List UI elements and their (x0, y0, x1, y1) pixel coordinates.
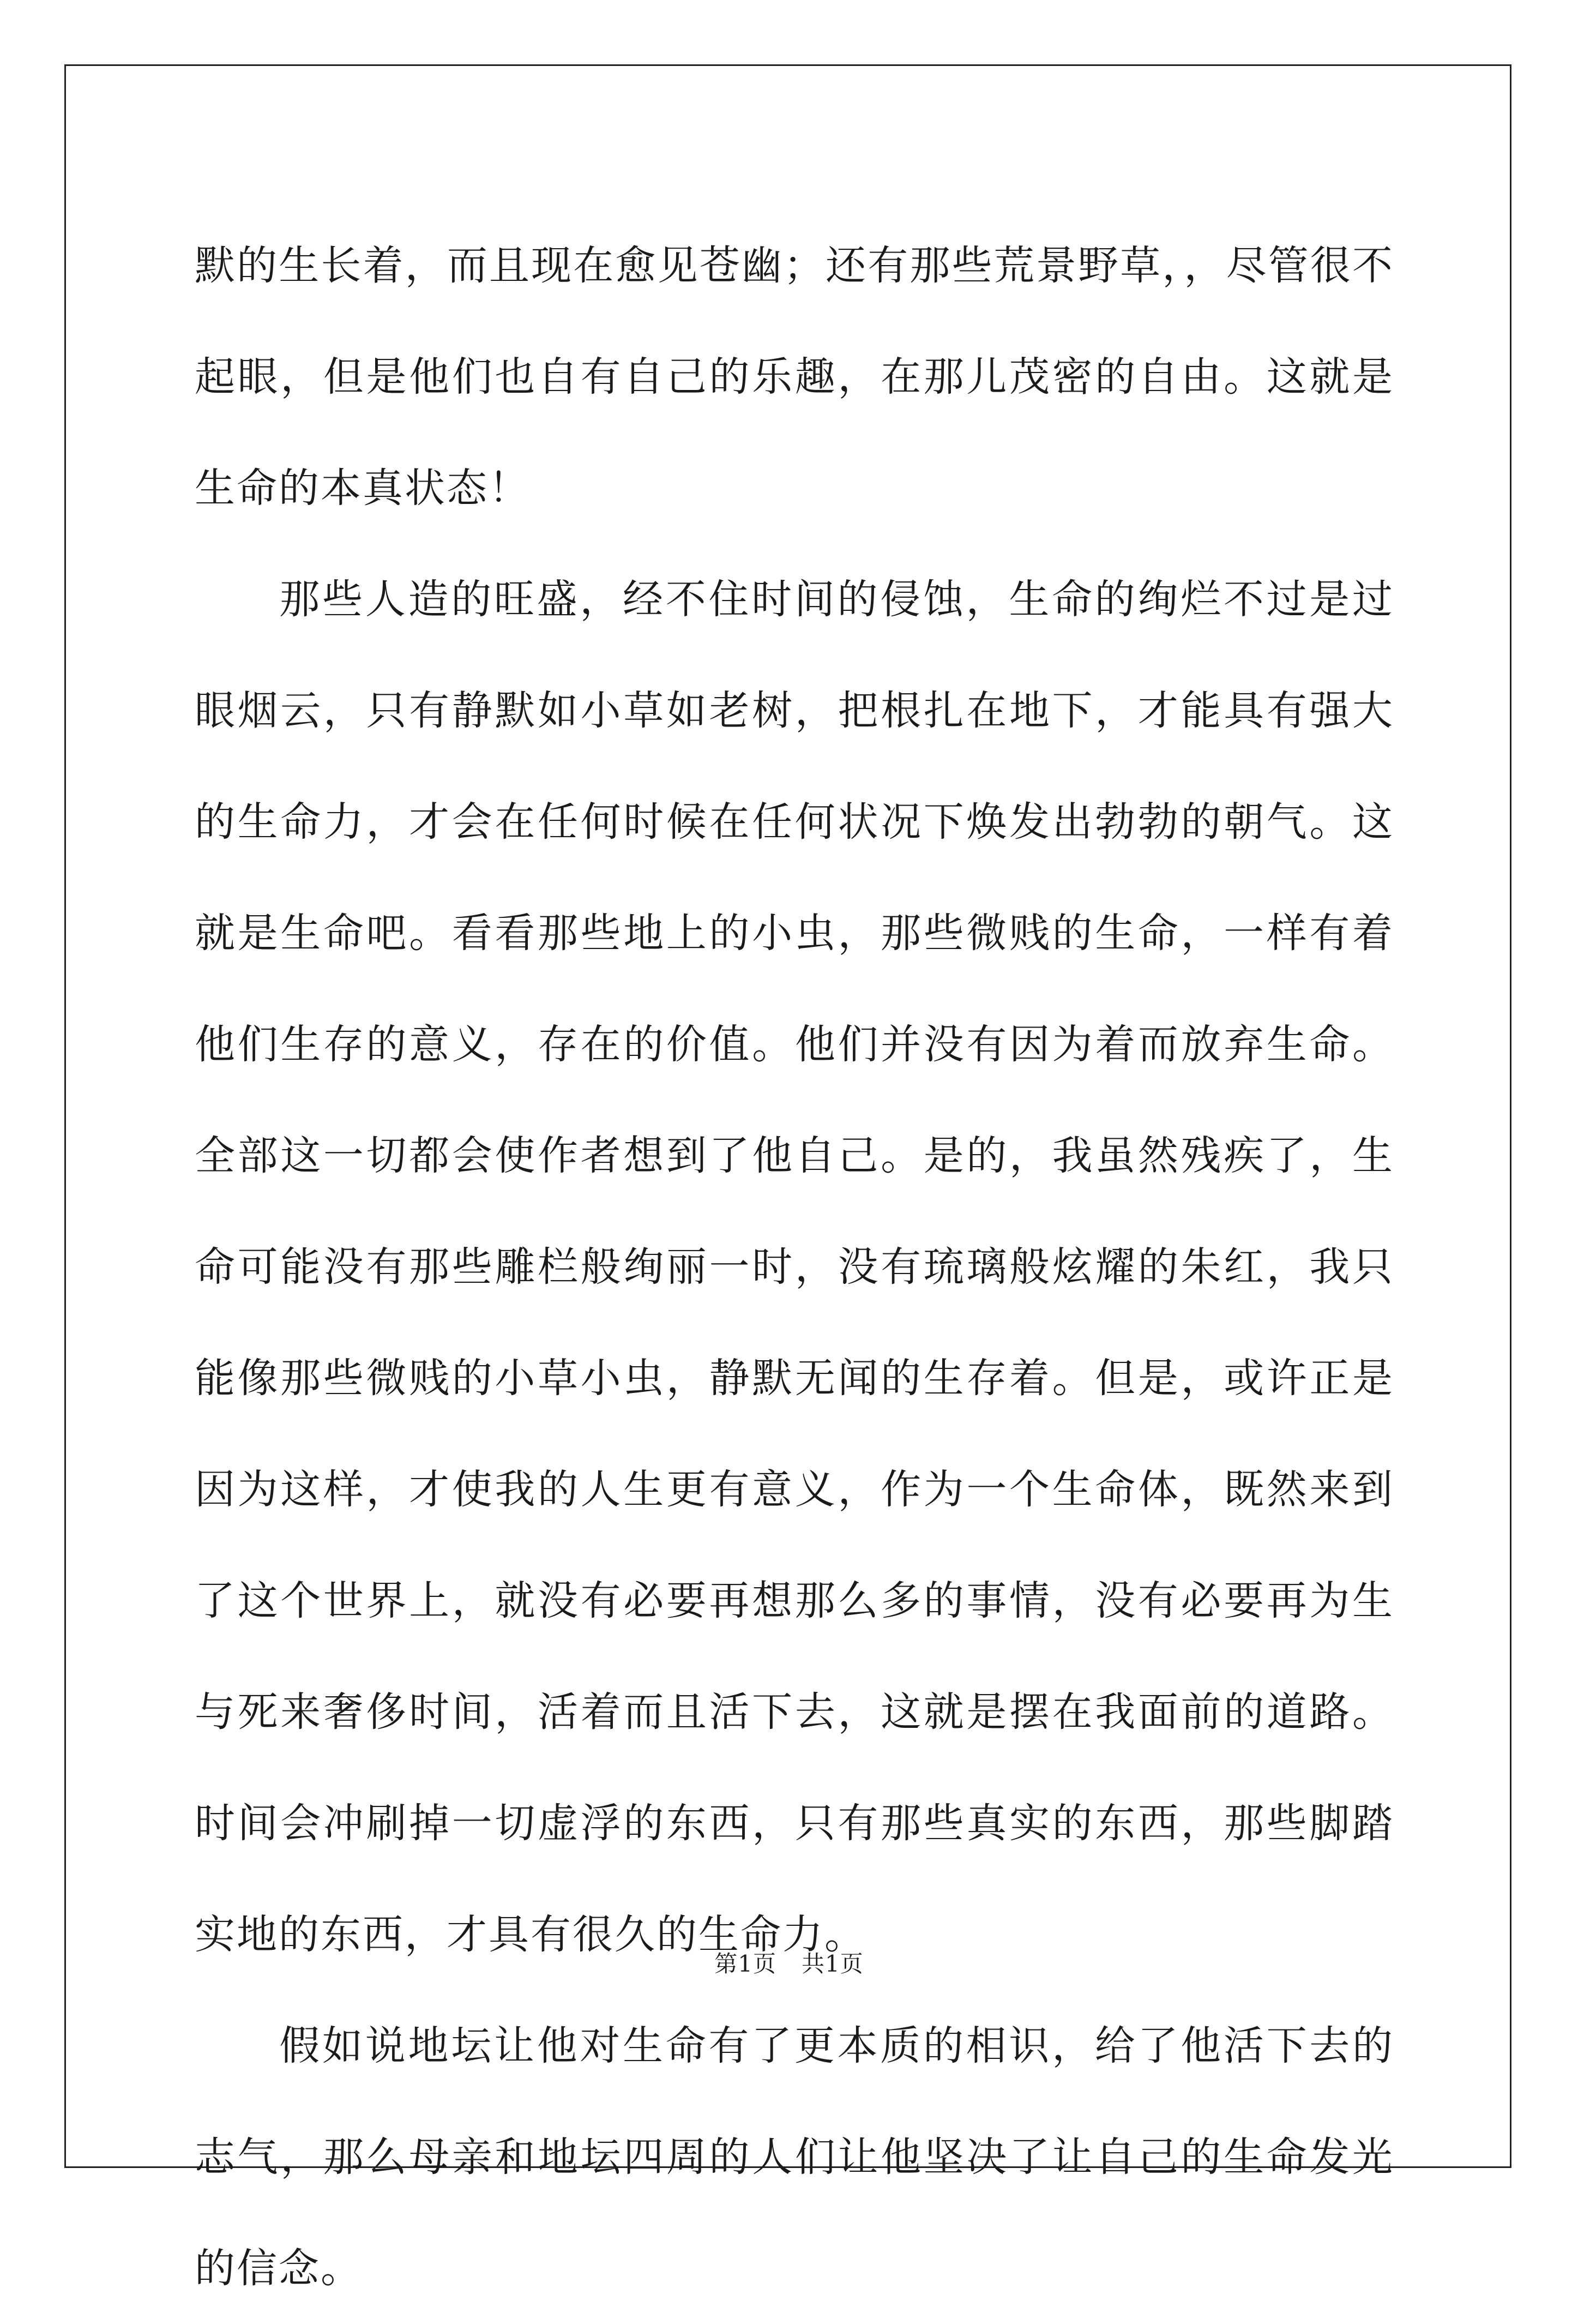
paragraph-2: 那些人造的旺盛，经不住时间的侵蚀，生命的绚烂不过是过眼烟云，只有静默如小草如老树，把根扎在地下，才能具有强大的生命力，才会在任何时候在任何状况下焕发出勃勃的朝气。这就是生命吧。看看那些地上的小虫，那些微贱的生命，一样有着他们生存的意义，存在的价值。他们并没有因为着而放弃生命。全部这一切都会使作者想到了他自己。是的，我虽然残疾了，生命可能没有那些雕栏般绚丽一时，没有琉璃般炫耀的朱红，我只能像那些微贱的小草小虫，静默无闻的生存着。但是，或许正是因为这样，才使我的人生更有意义，作为一个生命体，既然来到了这个世界上，就没有必要再想那么多的事情，没有必要再为生与死来奢侈时间，活着而且活下去，这就是摆在我面前的道路。时间会冲刷掉一切虚浮的东西，只有那些真实的东西，那些脚踏实地的东西，才具有很久的生命力。 (195, 576, 1394, 1958)
paragraph-3: 假如说地坛让他对生命有了更本质的相识，给了他活下去的志气，那么母亲和地坛四周的人们让他坚决了让自己的生命发光的信念。 (195, 2022, 1394, 2292)
document-body (195, 210, 1394, 2324)
page-total: 共1页 (802, 1950, 864, 1977)
paragraph-1: 默的生长着，而且现在愈见苍幽；还有那些荒景野草，，尽管很不起眼，但是他们也自有自己的乐趣，在那儿茂密的自由。这就是生命的本真状态！ (195, 242, 1394, 512)
page-number: 第1页 (714, 1950, 776, 1977)
page-footer (0, 1946, 1578, 1979)
